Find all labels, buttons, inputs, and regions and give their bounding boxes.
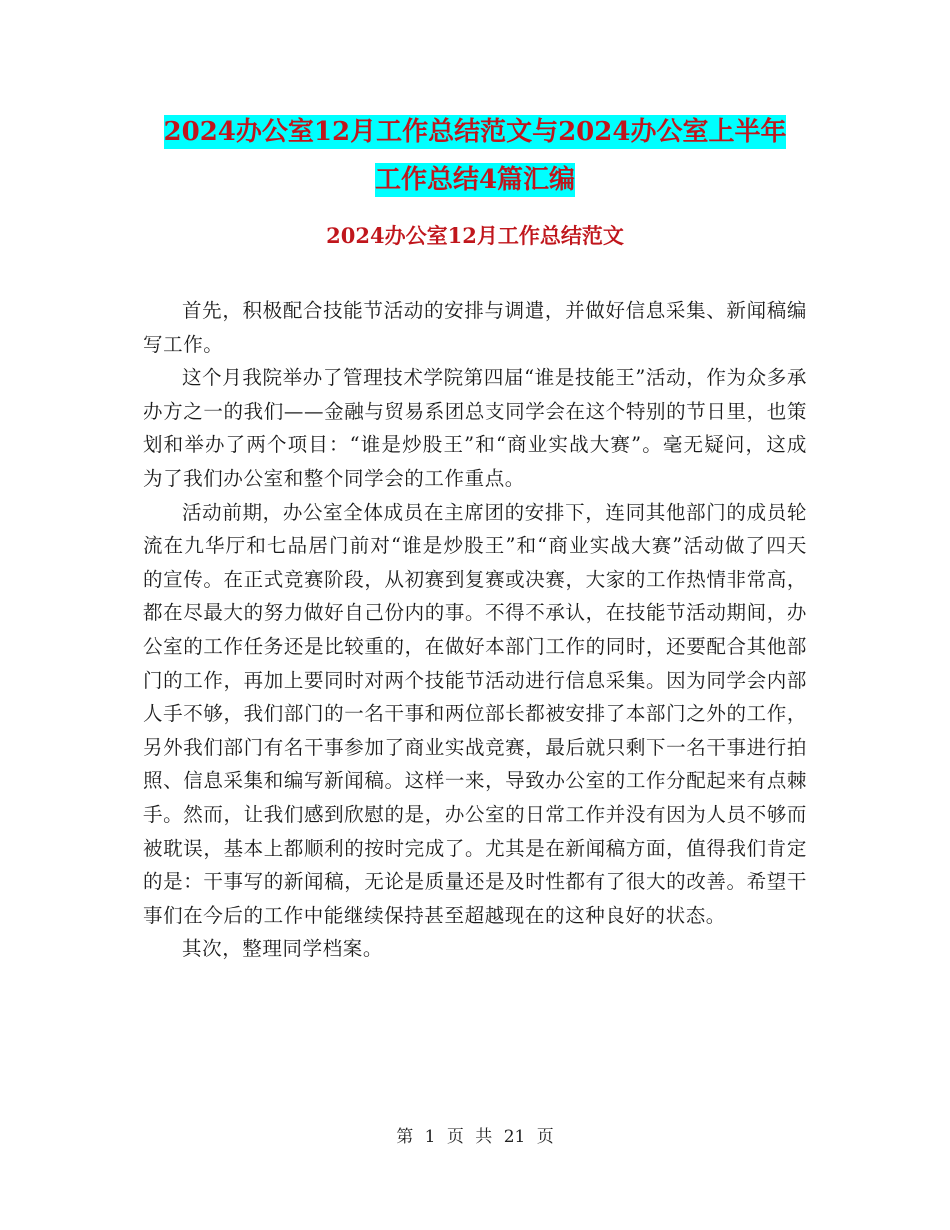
section-title: 2024办公室12月工作总结范文 — [326, 223, 624, 248]
document-title — [0, 108, 950, 204]
page-number-footer: 第 1 页 共 21 页 — [396, 1127, 554, 1147]
document-title-line-2 — [0, 156, 950, 204]
title-highlight-1: 2024办公室12月工作总结范文与2024办公室上半年 — [163, 117, 787, 147]
paragraph-4: 其次，整理同学档案。 — [182, 937, 384, 961]
paragraph-2: 这个月我院举办了管理技术学院第四届“谁是技能王”活动，作为众多承办方之一的我们——金融与贸易系团总支同学会在这个特别的节日里，也策划和举办了两个项目：“谁是炒股王”和“商业实战大赛”。毫无疑问，这成为了我们办公室和整个同学会的工作重点。 — [143, 366, 807, 490]
title-highlight-2: 工作总结4篇汇编 — [374, 165, 576, 195]
document-title-line-1 — [0, 108, 950, 156]
document-body — [143, 294, 807, 966]
paragraph-3: 活动前期，办公室全体成员在主席团的安排下，连同其他部门的成员轮流在九华厅和七品居门前对“谁是炒股王”和“商业实战大赛”活动做了四天的宣传。在正式竞赛阶段，从初赛到复赛或决赛，大家的工作热情非常高，都在尽最大的努力做好自己份内的事。不得不承认，在技能节活动期间，办公室的工作任务还是比较重的，在做好本部门工作的同时，还要配合其他部门的工作，再加上要同时对两个技能节活动进行信息采集。因为同学会内部人手不够，我们部门的一名干事和两位部长都被安排了本部门之外的工作，另外我们部门有名干事参加了商业实战竞赛，最后就只剩下一名干事进行拍照、信息采集和编写新闻稿。这样一来，导致办公室的工作分配起来有点棘手。然而，让我们感到欣慰的是，办公室的日常工作并没有因为人员不够而被耽误，基本上都顺利的按时完成了。尤其是在新闻稿方面，值得我们肯定的是：干事写的新闻稿，无论是质量还是及时性都有了很大的改善。希望干事们在今后的工作中能继续保持甚至超越现在的这种良好的状态。 — [143, 500, 807, 927]
paragraph-1: 首先，积极配合技能节活动的安排与调遣，并做好信息采集、新闻稿编写工作。 — [143, 299, 807, 356]
